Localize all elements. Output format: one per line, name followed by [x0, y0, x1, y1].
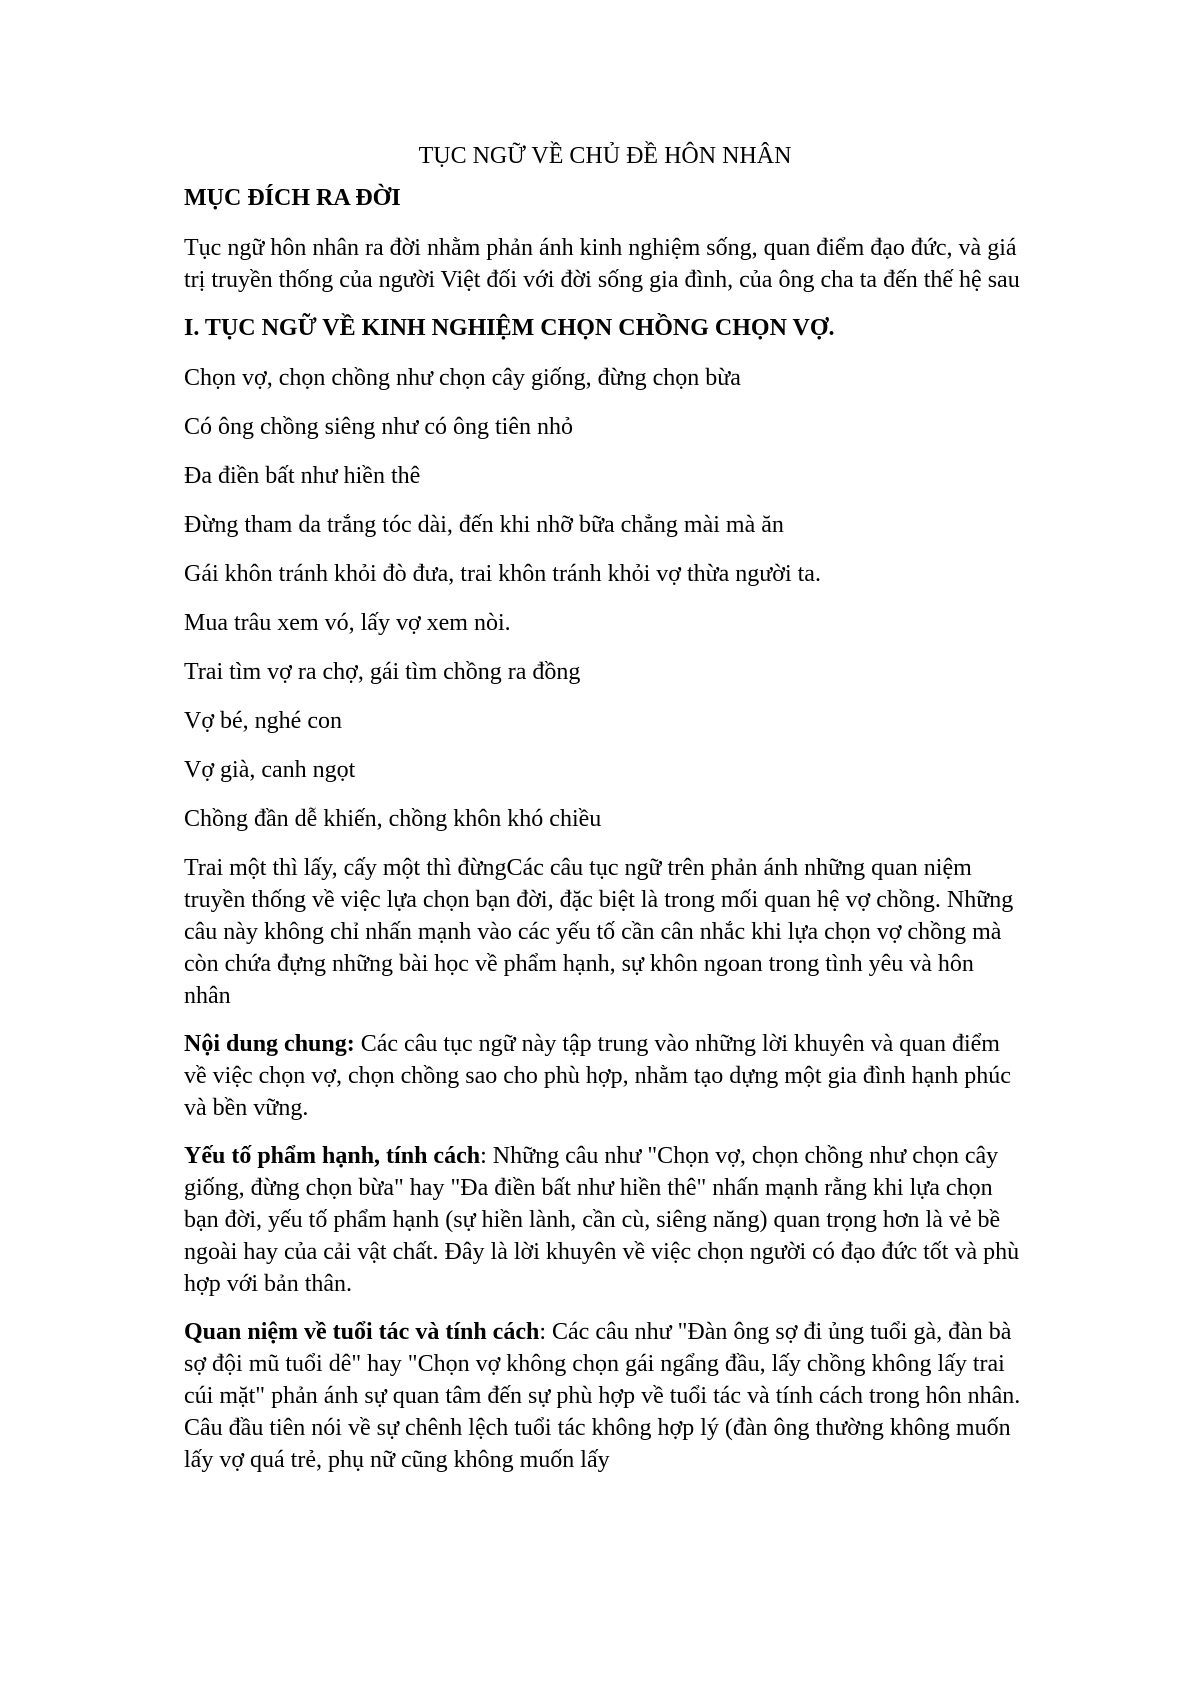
age-text: : Các câu như "Đàn ông sợ đi ủng tuổi gà, đàn bà sợ đội mũ tuổi dê" hay "Chọn vợ không chọn gái ngẩng đầu, lấy chồng không lấy trai cúi mặt" phản ánh sự quan tâm đến sự phù hợp về tuổi tác và tính cách trong hôn nhân. Câu đầu tiên nói về sự chênh lệch tuổi tác không hợp lý (đàn ông thường không muốn lấy vợ quá trẻ, phụ nữ cũng không muốn lấy — [184, 1319, 1021, 1473]
section1-heading: I. TỤC NGỮ VỀ KINH NGHIỆM CHỌN CHỒNG CHỌN VỢ. — [184, 315, 835, 341]
general-content-text: Các câu tục ngữ này tập trung vào những lời khuyên và quan điểm về việc chọn vợ, chọn chồng sao cho phù hợp, nhằm tạo dựng một gia đình hạnh phúc và bền vững. — [184, 1031, 1011, 1121]
proverb-line: Đa điền bất như hiền thê — [184, 463, 421, 489]
proverb-line: Trai tìm vợ ra chợ, gái tìm chồng ra đồng — [184, 659, 581, 685]
proverb-line: Có ông chồng siêng như có ông tiên nhỏ — [184, 414, 573, 440]
proverb-line: Vợ già, canh ngọt — [184, 757, 356, 783]
document-page — [184, 140, 1026, 1492]
general-content-label: Nội dung chung: — [184, 1031, 355, 1057]
virtue-paragraph — [184, 1140, 1026, 1300]
virtue-text: : Những câu như "Chọn vợ, chọn chồng như chọn cây giống, đừng chọn bừa" hay "Đa điền bất như hiền thê" nhấn mạnh rằng khi lựa chọn bạn đời, yếu tố phẩm hạnh (sự hiền lành, cần cù, siêng năng) quan trọng hơn là vẻ bề ngoài hay của cải vật chất. Đây là lời khuyên về việc chọn người có đạo đức tốt và phù hợp với bản thân. — [184, 1143, 1020, 1297]
purpose-heading: MỤC ĐÍCH RA ĐỜI — [184, 185, 401, 211]
age-label: Quan niệm về tuổi tác và tính cách — [184, 1319, 540, 1345]
document-title: TỤC NGỮ VỀ CHỦ ĐỀ HÔN NHÂN — [418, 143, 792, 169]
proverb-line: Đừng tham da trắng tóc dài, đến khi nhỡ bữa chẳng mài mà ăn — [184, 512, 784, 538]
purpose-paragraph: Tục ngữ hôn nhân ra đời nhằm phản ánh kinh nghiệm sống, quan điểm đạo đức, và giá trị truyền thống của người Việt đối với đời sống gia đình, của ông cha ta đến thế hệ sau — [184, 235, 1020, 293]
proverb-line: Mua trâu xem vó, lấy vợ xem nòi. — [184, 610, 511, 636]
summary-paragraph: Trai một thì lấy, cấy một thì đừngCác câu tục ngữ trên phản ánh những quan niệm truyền thống về việc lựa chọn bạn đời, đặc biệt là trong mối quan hệ vợ chồng. Những câu này không chỉ nhấn mạnh vào các yếu tố cần cân nhắc khi lựa chọn vợ chồng mà còn chứa đựng những bài học về phẩm hạnh, sự khôn ngoan trong tình yêu và hôn nhân — [184, 855, 1014, 1009]
proverb-line: Vợ bé, nghé con — [184, 708, 342, 734]
virtue-label: Yếu tố phẩm hạnh, tính cách — [184, 1143, 481, 1169]
proverb-line: Chồng đần dễ khiến, chồng khôn khó chiều — [184, 806, 602, 832]
proverb-line: Gái khôn tránh khỏi đò đưa, trai khôn tránh khỏi vợ thừa người ta. — [184, 561, 821, 587]
proverb-line: Chọn vợ, chọn chồng như chọn cây giống, đừng chọn bừa — [184, 365, 741, 391]
general-content-paragraph — [184, 1028, 1026, 1124]
age-paragraph — [184, 1316, 1026, 1476]
